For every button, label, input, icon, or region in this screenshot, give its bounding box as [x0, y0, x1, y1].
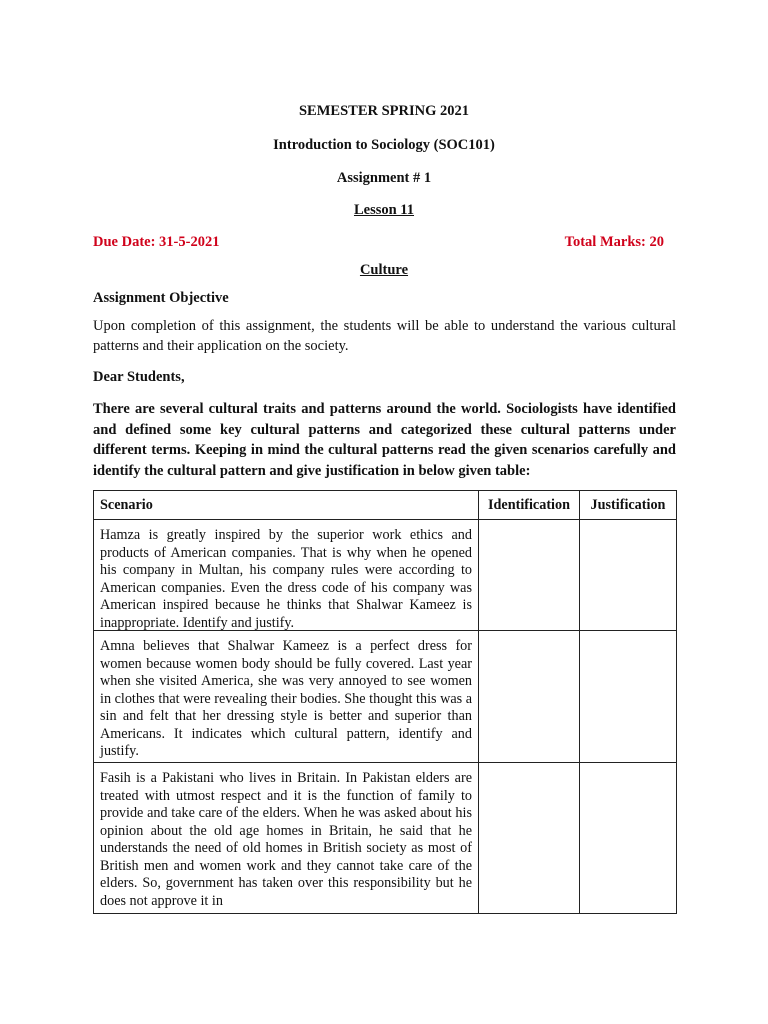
scenario-cell [94, 763, 479, 914]
scenario-text: Hamza is greatly inspired by the superior work ethics and products of American companies. That is why when he opened his company in Multan, his company rules were according to American companies. Even the dress code of his company was American inspired because he thinks that Shalwar Kameez is inappropriate. Identify and justify. [100, 527, 472, 630]
semester-title: SEMESTER SPRING 2021 [298, 103, 469, 119]
justification-cell[interactable] [580, 763, 677, 914]
header-identification: Identification [479, 491, 580, 520]
justification-cell[interactable] [580, 520, 677, 631]
assignment-number: Assignment # 1 [336, 170, 432, 186]
table-row [94, 631, 677, 763]
header-justification: Justification [580, 491, 677, 520]
lesson-number [0, 202, 768, 219]
topic-label: Culture [359, 262, 409, 278]
lesson-label: Lesson 11 [353, 202, 415, 218]
table-row [94, 763, 677, 914]
table-header-row [94, 491, 677, 520]
table-row [94, 520, 677, 631]
scenario-table [93, 490, 677, 914]
header-scenario: Scenario [94, 491, 479, 520]
scenario-cell [94, 520, 479, 631]
scenario-text: Amna believes that Shalwar Kameez is a perfect dress for women because women body should be fully covered. Last year when she visited America, she was very annoyed to see women in clothes that were revealing their bodies. She thought this was a sin and felt that her dressing style is better and superior than Americans. It indicates which cultural pattern, identify and justify. [100, 638, 472, 759]
due-date: Due Date: 31-5-2021 [93, 234, 220, 250]
identification-cell[interactable] [479, 520, 580, 631]
instructions: There are several cultural traits and patterns around the world. Sociologists have identified and defined some key cultural patterns and categorized these cultural patterns under different terms. Keeping in mind the cultural patterns read the given scenarios carefully and identify the cultural pattern and give justification in below given table: [93, 401, 676, 479]
course-title: Introduction to Sociology (SOC101) [273, 137, 495, 153]
objective-text: Upon completion of this assignment, the students will be able to understand the various cultural patterns and their application on the society. [93, 318, 676, 354]
objective-heading: Assignment Objective [93, 290, 229, 306]
scenario-text: Fasih is a Pakistani who lives in Britain. In Pakistan elders are treated with utmost respect and it is the function of family to provide and take care of the elders. When he was asked about his opinion about the old age homes in Britain, he said that he understands the need of old homes in British society as most of British men and women work and they cannot take care of the elders. So, government has taken over this responsibility but he does not approve it in [100, 770, 472, 909]
identification-cell[interactable] [479, 631, 580, 763]
total-marks: Total Marks: 20 [564, 234, 664, 250]
greeting: Dear Students, [93, 369, 185, 385]
identification-cell[interactable] [479, 763, 580, 914]
topic-title [0, 262, 768, 279]
justification-cell[interactable] [580, 631, 677, 763]
scenario-cell [94, 631, 479, 763]
